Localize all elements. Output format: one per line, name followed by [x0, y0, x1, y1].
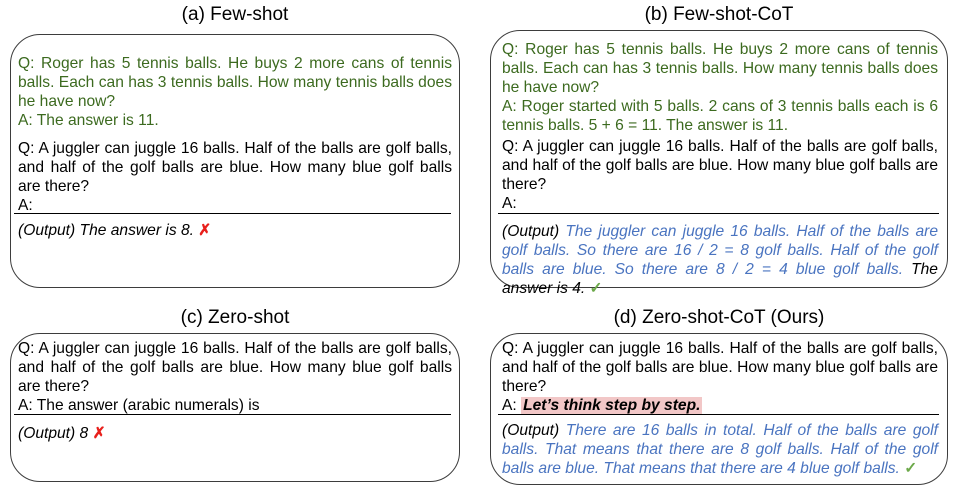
panel-d-output: [502, 421, 938, 478]
panel-a-example-question: Q: Roger has 5 tennis balls. He buys 2 more cans of tennis balls. Each can has 3 tennis balls. How many tennis balls does he have now?: [18, 55, 452, 110]
panel-a-example-answer: A: The answer is 11.: [18, 112, 159, 129]
panel-b-output-reasoning: The juggler can juggle 16 balls. Half of the balls are golf balls. So there are 16 / 2 = 8 golf balls. Half of the golf balls are blue. So there are 8 / 2 = 4 blue golf balls.: [502, 223, 938, 278]
panel-b-example-question: Q: Roger has 5 tennis balls. He buys 2 more cans of tennis balls. Each can has 3 tennis balls. How many tennis balls does he have now?: [502, 41, 938, 96]
panel-a-output-text: The answer is 8.: [79, 222, 194, 239]
panel-b-question: Q: A juggler can juggle 16 balls. Half of the balls are golf balls, and half of the golf balls are blue. How many blue golf balls are there?: [502, 138, 938, 193]
panel-c-output: [18, 424, 452, 443]
panel-c-caption: (c) Zero-shot: [180, 307, 290, 328]
panel-b-caption: (b) Few-shot-CoT: [644, 4, 794, 25]
panel-a-example: [18, 54, 452, 130]
panel-b-example: [502, 40, 938, 135]
panel-d-divider: [498, 414, 939, 415]
panel-a-question: Q: A juggler can juggle 16 balls. Half of the balls are golf balls, and half of the golf balls are blue. How many blue golf balls are there?: [18, 140, 452, 195]
panel-d-caption: (d) Zero-shot-CoT (Ours): [613, 307, 825, 328]
panel-c-answer-prompt: A: The answer (arabic numerals) is: [18, 397, 260, 414]
panel-a-output-label: (Output): [18, 222, 76, 239]
panel-d-trigger-prompt: Let’s think step by step.: [523, 397, 701, 414]
panel-a-question-block: [18, 139, 452, 215]
panel-b-correct-icon: ✓: [589, 280, 603, 297]
panel-a-wrong-icon: ✗: [198, 222, 212, 239]
panel-b-example-answer: A: Roger started with 5 balls. 2 cans of 3 tennis balls each is 6 tennis balls. 5 + 6 = 11. The answer is 11.: [502, 98, 938, 134]
panel-c-output-text: 8: [79, 425, 89, 442]
panel-a-answer-prompt: A:: [18, 197, 33, 214]
panel-d-question: Q: A juggler can juggle 16 balls. Half of the balls are golf balls, and half of the golf balls are blue. How many blue golf balls are there?: [502, 340, 938, 395]
panel-a-output: [18, 221, 452, 240]
panel-d-answer-line: [502, 396, 938, 415]
panel-b-output-answer: The answer is 4.: [502, 261, 938, 297]
panel-a-divider: [14, 213, 451, 214]
panel-c-divider: [14, 414, 451, 415]
panel-d-question-block: [502, 339, 938, 415]
panel-d-output-label: (Output): [502, 422, 560, 439]
panel-b-question-block: [502, 137, 938, 213]
panel-a-caption: (a) Few-shot: [181, 4, 289, 25]
panel-c-question: Q: A juggler can juggle 16 balls. Half of the balls are golf balls, and half of the golf balls are blue. How many blue golf balls are there?: [18, 340, 452, 395]
panel-d-output-reasoning: There are 16 balls in total. Half of the balls are golf balls. That means that there are 8 golf balls. Half of the golf balls are blue. That means that there are 4 blue golf balls.: [502, 422, 938, 477]
panel-c-output-label: (Output): [18, 425, 76, 442]
panel-d-correct-icon: ✓: [904, 460, 918, 477]
panel-b-output-label: (Output): [502, 223, 560, 240]
panel-d-answer-prompt: A:: [502, 397, 517, 414]
panel-b-divider: [498, 213, 939, 214]
panel-b-answer-prompt: A:: [502, 195, 517, 212]
panel-c-wrong-icon: ✗: [92, 425, 106, 442]
panel-c-question-block: [18, 339, 452, 415]
panel-b-output: [502, 222, 938, 298]
